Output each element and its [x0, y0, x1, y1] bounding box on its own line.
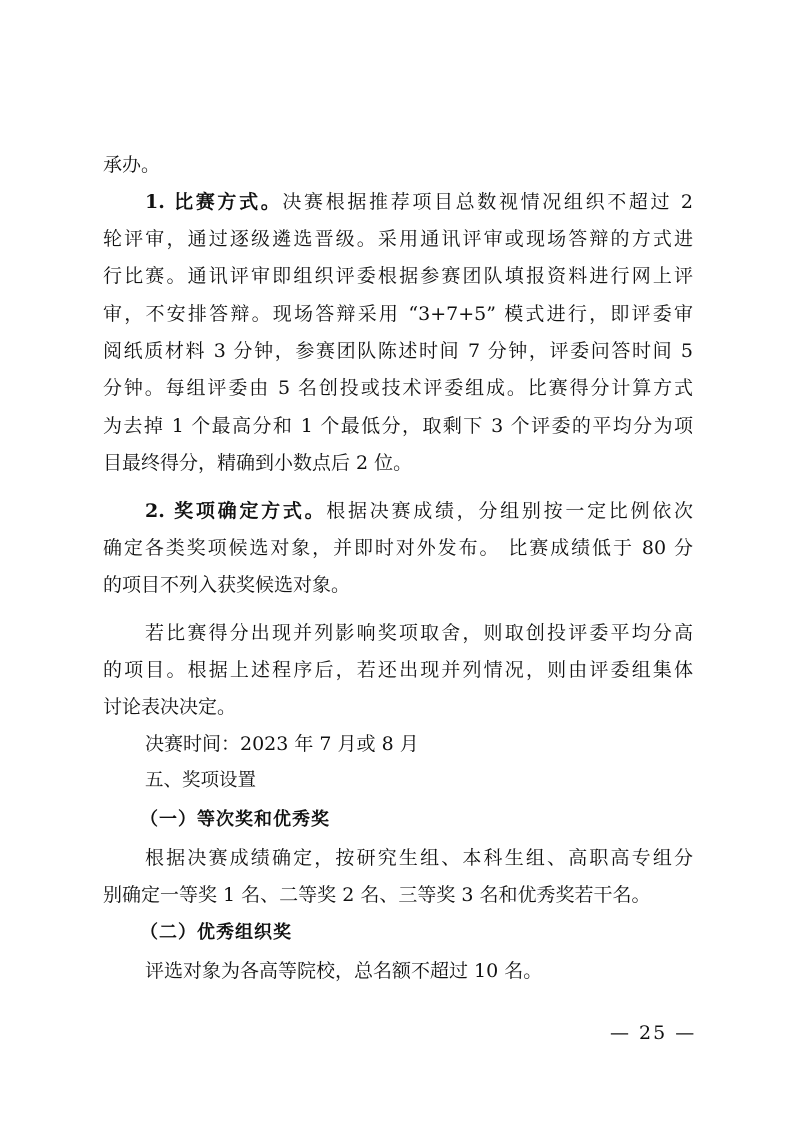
text-line: 行比赛。通讯评审即组织评委根据参赛团队填报资料进行网上评 [103, 265, 693, 287]
text-line: 确定各类奖项候选对象，并即时对外发布。 比赛成绩低于 80 分 [103, 537, 693, 559]
paragraph-competition-format [145, 190, 693, 214]
text-line: 阅纸质材料 3 分钟，参赛团队陈述时间 7 分钟，评委问答时间 5 [103, 340, 693, 362]
subheading-rank-awards: （一）等次奖和优秀奖 [140, 809, 330, 830]
text-line: 评选对象为各高等院校，总名额不超过 10 名。 [145, 960, 543, 982]
text-line: 的项目。根据上述程序后，若还出现并列情况，则由评委组集体 [103, 659, 693, 681]
text-line: 承办。 [103, 154, 161, 176]
text-line: 目最终得分，精确到小数点后 2 位。 [103, 452, 413, 474]
text-line: 根据决赛成绩确定，按研究生组、本科生组、高职高专组分 [145, 847, 693, 869]
text-line: 审，不安排答辩。现场答辩采用 “3+7+5” 模式进行，即评委审 [103, 303, 693, 325]
text-line: 若比赛得分出现并列影响奖项取舍，则取创投评委平均分高 [145, 622, 693, 644]
page-number: — 25 — [610, 1022, 697, 1044]
subheading-organization-award: （二）优秀组织奖 [140, 922, 292, 943]
section-heading-awards: 五、奖项设置 [145, 770, 257, 791]
paragraph-award-method [145, 499, 693, 523]
bold-heading-competition-format: 1. 比赛方式。 [145, 191, 283, 213]
text-line: 别确定一等奖 1 名、二等奖 2 名、三等奖 3 名和优秀奖若干名。 [103, 884, 651, 906]
final-date-line: 决赛时间：2023 年 7 月或 8 月 [145, 733, 419, 755]
text-line: 的项目不列入获奖候选对象。 [103, 574, 351, 596]
text-line: 决赛根据推荐项目总数视情况组织不超过 2 [282, 191, 693, 213]
text-line: 分钟。每组评委由 5 名创投或技术评委组成。比赛得分计算方式 [103, 377, 693, 399]
text-line: 为去掉 1 个最高分和 1 个最低分，取剩下 3 个评委的平均分为项 [103, 415, 693, 437]
text-line: 根据决赛成绩，分组别按一定比例依次 [326, 500, 693, 522]
bold-heading-award-method: 2. 奖项确定方式。 [145, 500, 327, 522]
text-line: 轮评审，通过逐级遴选晋级。采用通讯评审或现场答辩的方式进 [103, 228, 693, 250]
text-line: 讨论表决决定。 [103, 696, 237, 718]
